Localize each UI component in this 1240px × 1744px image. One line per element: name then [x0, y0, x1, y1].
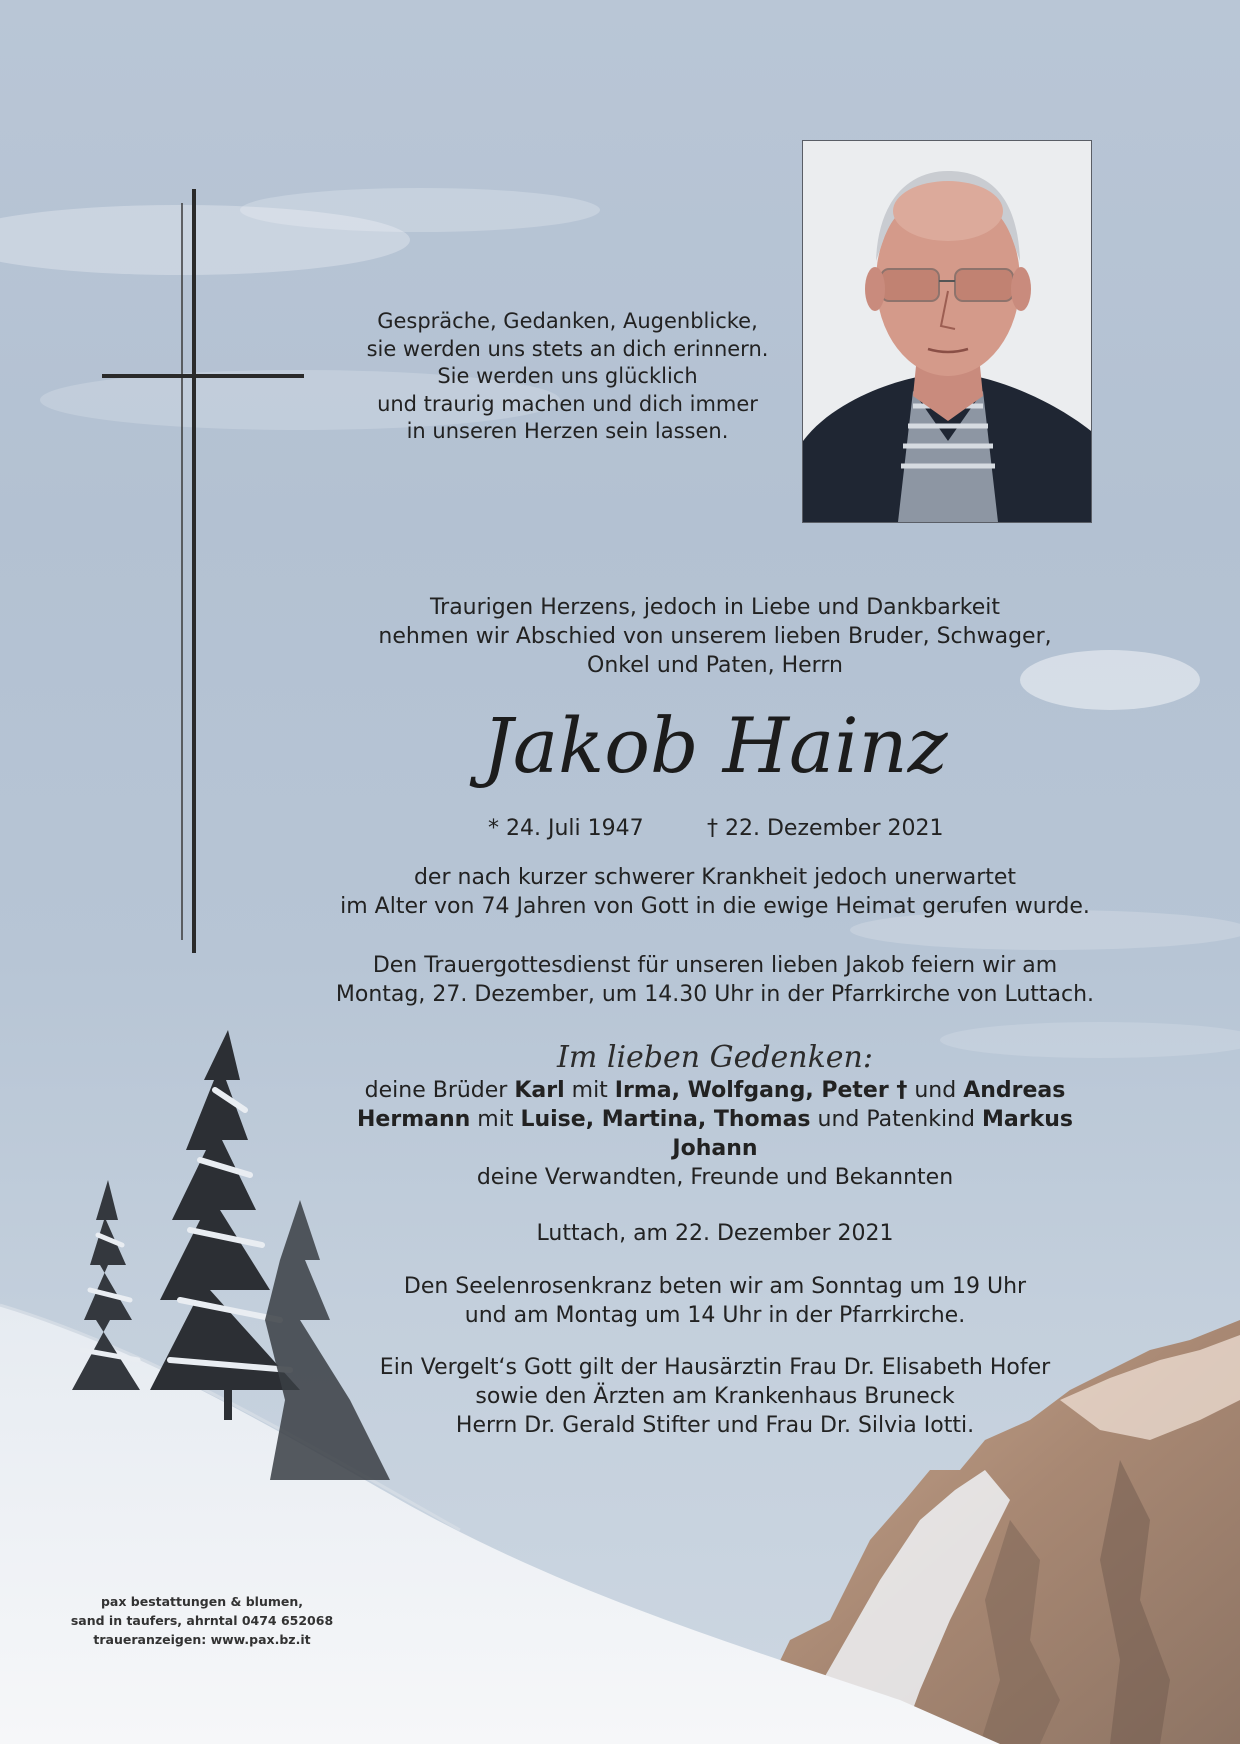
mourner-name: Johann [672, 1136, 758, 1161]
mourners-line [300, 1076, 1130, 1105]
intro-line: Onkel und Paten, Herrn [587, 653, 843, 678]
intro-line: nehmen wir Abschied von unserem lieben Bruder, Schwager, [378, 624, 1052, 649]
service-text-line: Den Trauergottesdienst für unseren lieben Jakob feiern wir am [372, 953, 1058, 978]
death-text [300, 863, 1130, 921]
mourners-line [300, 1105, 1130, 1134]
footer-line: pax bestattungen & blumen, [100, 1594, 304, 1609]
mourners-text: mit [470, 1107, 521, 1132]
poem-line: Sie werden uns glücklich [437, 364, 698, 388]
mourner-name: Markus [982, 1107, 1073, 1132]
rosary-text-line: und am Montag um 14 Uhr in der Pfarrkirche. [464, 1303, 966, 1328]
mourners-text: mit [564, 1078, 615, 1103]
funeral-home-footer [62, 1592, 342, 1649]
death-date: † 22. Dezember 2021 [707, 816, 944, 841]
intro-text [300, 593, 1130, 680]
place-date: Luttach, am 22. Dezember 2021 [536, 1221, 894, 1246]
mourners-heading: Im lieben Gedenken: [557, 1040, 873, 1075]
poem-line: und traurig machen und dich immer [377, 391, 758, 416]
intro-line: Traurigen Herzens, jedoch in Liebe und Dankbarkeit [429, 595, 1001, 620]
thanks-text-line: Herrn Dr. Gerald Stifter und Frau Dr. Silvia Iotti. [455, 1413, 975, 1438]
portrait-photo [802, 140, 1092, 523]
poem-line: in unseren Herzen sein lassen. [406, 419, 729, 443]
mourner-name: Luise, Martina, Thomas [520, 1107, 811, 1132]
rosary-text-line: Den Seelenrosenkranz beten wir am Sonntag um 19 Uhr [403, 1274, 1027, 1299]
death-text-line: im Alter von 74 Jahren von Gott in die ewige Heimat gerufen wurde. [340, 894, 1090, 919]
mourners-line [300, 1134, 1130, 1163]
poem-line: Gespräche, Gedanken, Augenblicke, [377, 309, 758, 333]
deceased-name: Jakob Hainz [482, 701, 948, 790]
poem [330, 308, 805, 446]
mourners-line: deine Verwandten, Freunde und Bekannten [476, 1165, 954, 1190]
funeral-service-text [300, 951, 1130, 1009]
poem-line: sie werden uns stets an dich erinnern. [366, 336, 769, 361]
footer-line: sand in taufers, ahrntal 0474 652068 [70, 1613, 334, 1628]
rosary-text [300, 1272, 1130, 1330]
footer-line: traueranzeigen: www.pax.bz.it [93, 1632, 311, 1647]
thanks-text-line: sowie den Ärzten am Krankenhaus Bruneck [475, 1384, 955, 1409]
service-text-line: Montag, 27. Dezember, um 14.30 Uhr in der Pfarrkirche von Luttach. [335, 982, 1095, 1007]
mourners-text: deine Brüder [364, 1078, 515, 1103]
mourner-name: Andreas [963, 1078, 1066, 1103]
mourners-text: und Patenkind [810, 1107, 982, 1132]
mourners-section [300, 1040, 1130, 1192]
thanks-text [300, 1353, 1130, 1440]
mourner-name: Irma, Wolfgang, Peter † [614, 1078, 908, 1103]
cross-icon [90, 185, 310, 955]
mourner-name: Hermann [357, 1107, 471, 1132]
mourner-name: Karl [514, 1078, 565, 1103]
birth-date: * 24. Juli 1947 [488, 816, 644, 841]
thanks-text-line: Ein Vergelt‘s Gott gilt der Hausärztin Frau Dr. Elisabeth Hofer [379, 1355, 1051, 1380]
mourners-text: und [907, 1078, 964, 1103]
death-text-line: der nach kurzer schwerer Krankheit jedoch unerwartet [413, 865, 1017, 890]
